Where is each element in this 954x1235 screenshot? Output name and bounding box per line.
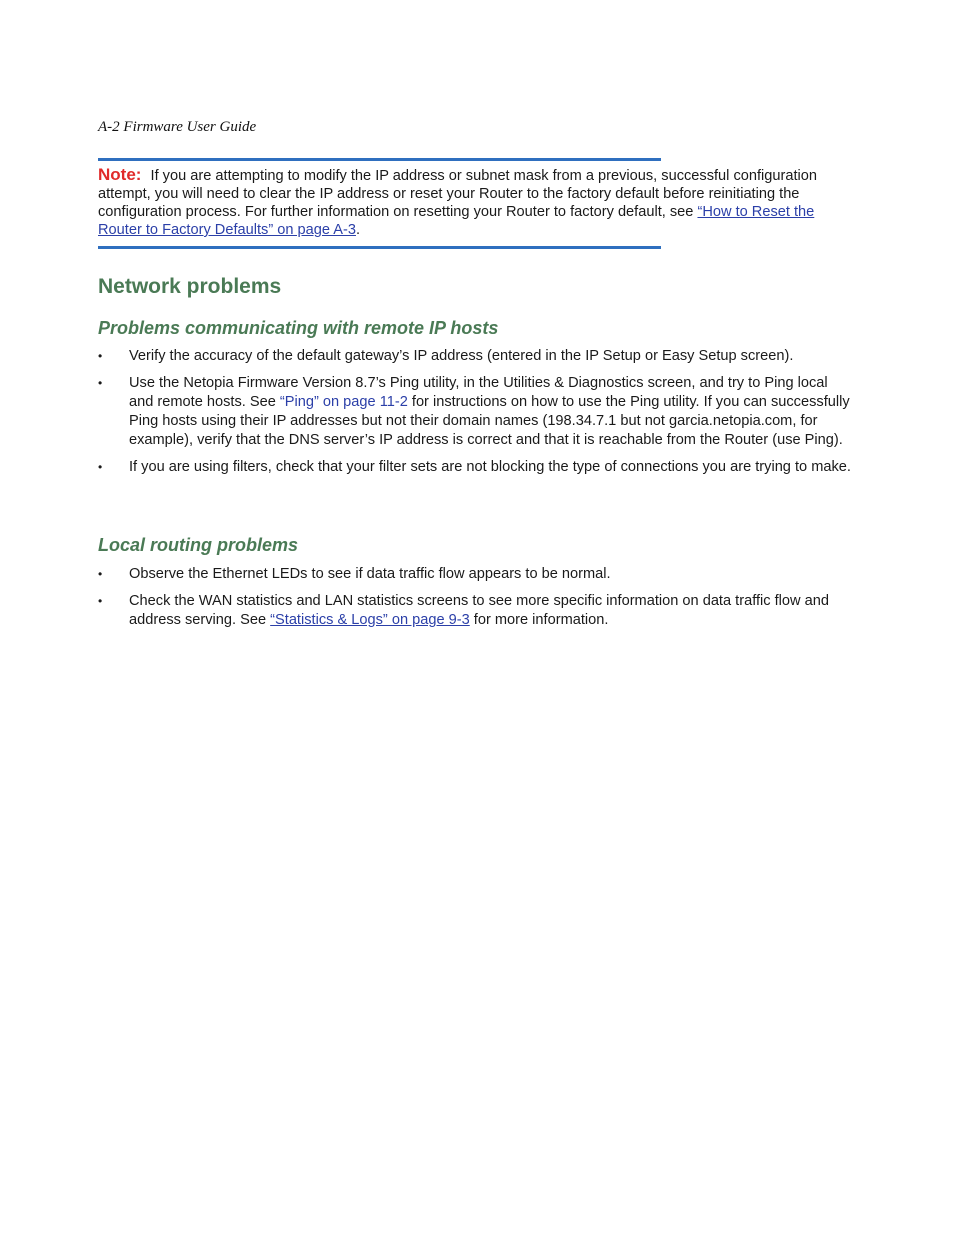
list-item-text: If you are using filters, check that your filter sets are not blocking the type of connections you are trying to make.	[129, 459, 851, 475]
list-item	[98, 458, 854, 477]
list-item-text: Check the WAN statistics and LAN statistics screens to see more specific information on data traffic flow and address serving. See	[129, 593, 829, 628]
list-item	[98, 347, 854, 366]
list-item-text: Observe the Ethernet LEDs to see if data traffic flow appears to be normal.	[129, 566, 611, 582]
note-end: .	[355, 222, 361, 238]
list-item	[98, 374, 854, 450]
bullet-mark: •	[98, 594, 103, 608]
subsection-title-remote-ip: Problems communicating with remote IP hosts	[98, 318, 499, 338]
ping-link[interactable]: “Ping” on page 11-2	[279, 394, 408, 410]
list-item	[98, 592, 854, 630]
list-item-text: for more information.	[473, 612, 609, 628]
section-title: Network problems	[98, 275, 282, 298]
bullet-mark: •	[98, 460, 103, 474]
remote-ip-bullet-list	[98, 347, 854, 485]
list-item	[98, 565, 854, 584]
note-box	[98, 158, 840, 249]
running-head: A-2 Firmware User Guide	[98, 119, 257, 135]
note-paragraph	[98, 166, 840, 239]
bullet-mark: •	[98, 376, 103, 390]
subsection-title-local-routing: Local routing problems	[98, 535, 299, 555]
list-item-text: Use the Netopia Firmware Version 8.7’s Ping utility, in the Utilities & Diagnostics screen, and try to Ping local and remote hosts. See	[129, 375, 828, 410]
list-item-text: for instructions on how to use the Ping utility. If you can successfully Ping hosts using their IP addresses but not their domain names (198.34.7.1 but not garcia.netopia.com, for example), verify that the DNS server’s IP address is correct and that it is reachable from the Router (use Ping).	[129, 394, 850, 448]
list-item-text: Verify the accuracy of the default gateway’s IP address (entered in the IP Setup or Easy Setup screen).	[129, 348, 794, 364]
bullet-mark: •	[98, 349, 103, 363]
local-routing-bullet-list	[98, 565, 854, 638]
note-bottom-rule	[98, 246, 661, 249]
note-top-rule	[98, 158, 661, 161]
note-label: Note:	[98, 165, 142, 184]
statistics-logs-link[interactable]: “Statistics & Logs” on page 9-3	[270, 612, 470, 628]
bullet-mark: •	[98, 567, 103, 581]
reset-factory-defaults-link[interactable]: “How to Reset the Router to Factory Defaults” on page A-3	[98, 204, 815, 238]
note-text: If you are attempting to modify the IP address or subnet mask from a previous, successful configuration attempt, you will need to clear the IP address or reset your Router to the factory default before reinitiating the configuration process. For further information on resetting your Router to factory default, see	[98, 168, 818, 220]
